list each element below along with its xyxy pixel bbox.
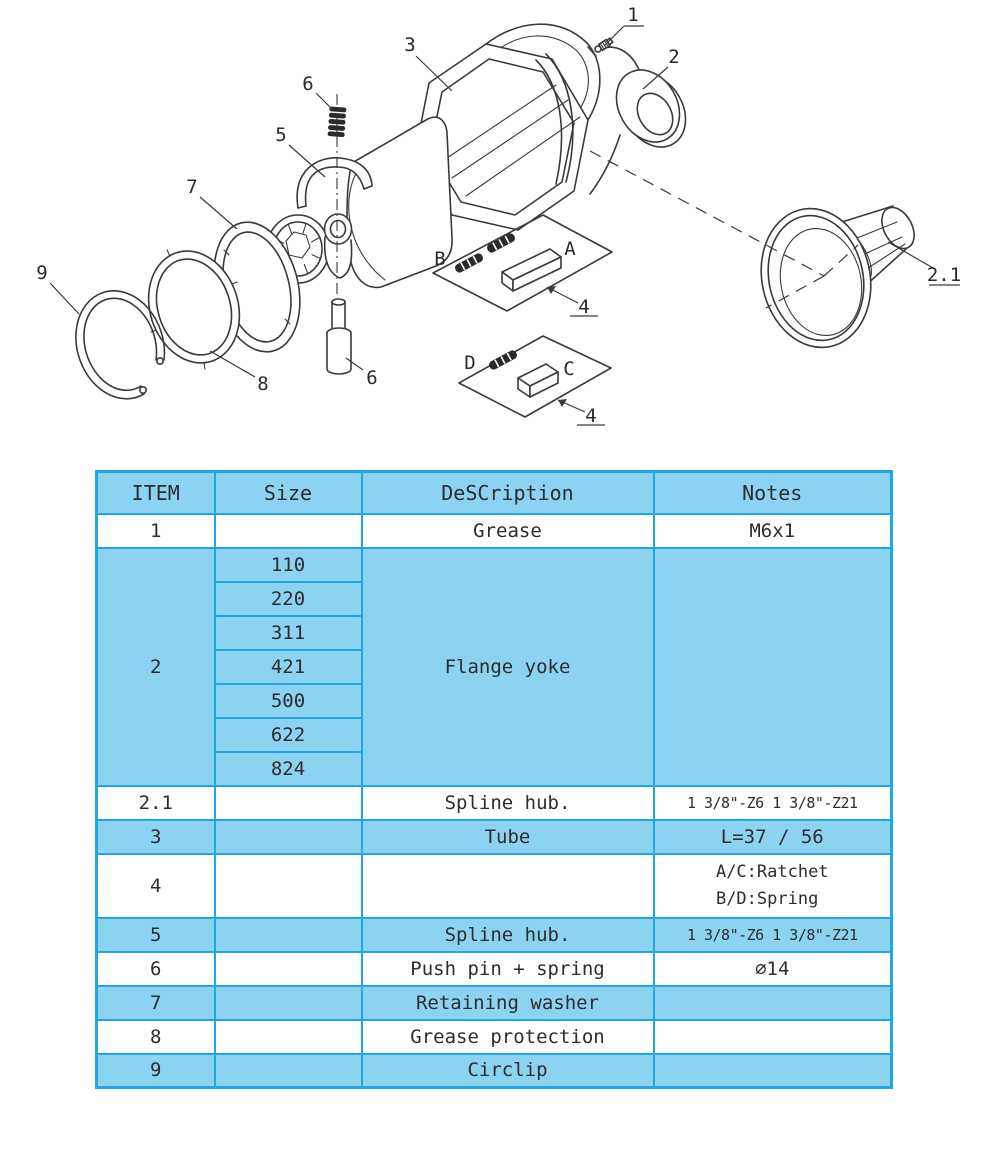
cell-item: 1 (97, 514, 215, 548)
cell-item: 8 (97, 1020, 215, 1054)
cell-notes (654, 854, 892, 918)
part-spring-6 (328, 106, 347, 137)
cell-notes (654, 986, 892, 1020)
cell-description: Spline hub. (362, 786, 654, 820)
cell-notes: M6x1 (654, 514, 892, 548)
table-row-3 (97, 820, 892, 854)
cell-size (215, 1054, 362, 1088)
table-row-2-1 (97, 786, 892, 820)
callout-6-bottom: 6 (366, 367, 378, 389)
cell-description: Push pin + spring (362, 952, 654, 986)
callout-2: 2 (668, 46, 680, 68)
table-row-4 (97, 854, 892, 918)
part-spline-hub-2-1 (749, 198, 921, 357)
cell-size: 622 (215, 718, 362, 752)
table-row-6 (97, 952, 892, 986)
table-row-5 (97, 918, 892, 952)
callout-4-lower: 4 (585, 405, 597, 427)
parts-table-container (95, 470, 893, 1089)
part-push-pin-6 (327, 299, 351, 374)
cell-item: 7 (97, 986, 215, 1020)
cell-description: Circlip (362, 1054, 654, 1088)
cell-size (215, 514, 362, 548)
col-header-notes: Notes (654, 472, 892, 514)
cell-notes: 1 3/8"-Z6 1 3/8"-Z21 (654, 918, 892, 952)
callout-5: 5 (275, 124, 287, 146)
callout-9: 9 (36, 262, 48, 284)
cell-item: 9 (97, 1054, 215, 1088)
col-header-item: ITEM (97, 472, 215, 514)
cell-size: 220 (215, 582, 362, 616)
callout-C: C (563, 358, 575, 380)
cell-notes (654, 1020, 892, 1054)
callout-6-top: 6 (302, 73, 314, 95)
cell-item: 2.1 (97, 786, 215, 820)
cell-size (215, 1020, 362, 1054)
table-row-8 (97, 1020, 892, 1054)
cell-description: Grease (362, 514, 654, 548)
callout-8: 8 (257, 373, 269, 395)
cell-notes: ∅14 (654, 952, 892, 986)
cell-item: 4 (97, 854, 215, 918)
cell-description (362, 854, 654, 918)
cell-notes (654, 548, 892, 786)
cell-size (215, 952, 362, 986)
col-header-description: DeSCription (362, 472, 654, 514)
cell-item: 3 (97, 820, 215, 854)
exploded-view-drawing (0, 0, 992, 462)
callout-1: 1 (627, 4, 639, 26)
callout-4-upper: 4 (578, 296, 590, 318)
cell-notes (654, 1054, 892, 1088)
cell-item: 6 (97, 952, 215, 986)
cell-notes: 1 3/8"-Z6 1 3/8"-Z21 (654, 786, 892, 820)
cell-size: 421 (215, 650, 362, 684)
table-header-row (97, 472, 892, 514)
cell-item: 5 (97, 918, 215, 952)
table-row-2 (97, 548, 892, 582)
part-inner-yoke-hub-5 (267, 117, 452, 287)
cell-size (215, 854, 362, 918)
parts-table (95, 470, 893, 1089)
col-header-size: Size (215, 472, 362, 514)
cell-size: 500 (215, 684, 362, 718)
table-row-9 (97, 1054, 892, 1088)
table-row-7 (97, 986, 892, 1020)
cell-description: Tube (362, 820, 654, 854)
cell-description: Retaining washer (362, 986, 654, 1020)
cell-notes: L=37 / 56 (654, 820, 892, 854)
cell-item: 2 (97, 548, 215, 786)
cell-description: Flange yoke (362, 548, 654, 786)
notes-line-1: A/C:Ratchet (715, 862, 829, 883)
callout-3: 3 (404, 34, 416, 56)
notes-line-2: B/D:Spring (715, 888, 819, 909)
cell-size: 311 (215, 616, 362, 650)
cell-size (215, 918, 362, 952)
callout-B: B (434, 248, 446, 270)
part-flange-yoke-2 (588, 47, 698, 194)
cell-size (215, 820, 362, 854)
cell-size (215, 786, 362, 820)
cell-size (215, 986, 362, 1020)
callout-D: D (464, 352, 476, 374)
cell-description: Spline hub. (362, 918, 654, 952)
cell-size: 110 (215, 548, 362, 582)
callout-A: A (564, 238, 576, 260)
table-row-1 (97, 514, 892, 548)
cell-description: Grease protection (362, 1020, 654, 1054)
callout-2-1: 2.1 (926, 264, 962, 286)
callout-7: 7 (186, 176, 198, 198)
cell-size: 824 (215, 752, 362, 786)
